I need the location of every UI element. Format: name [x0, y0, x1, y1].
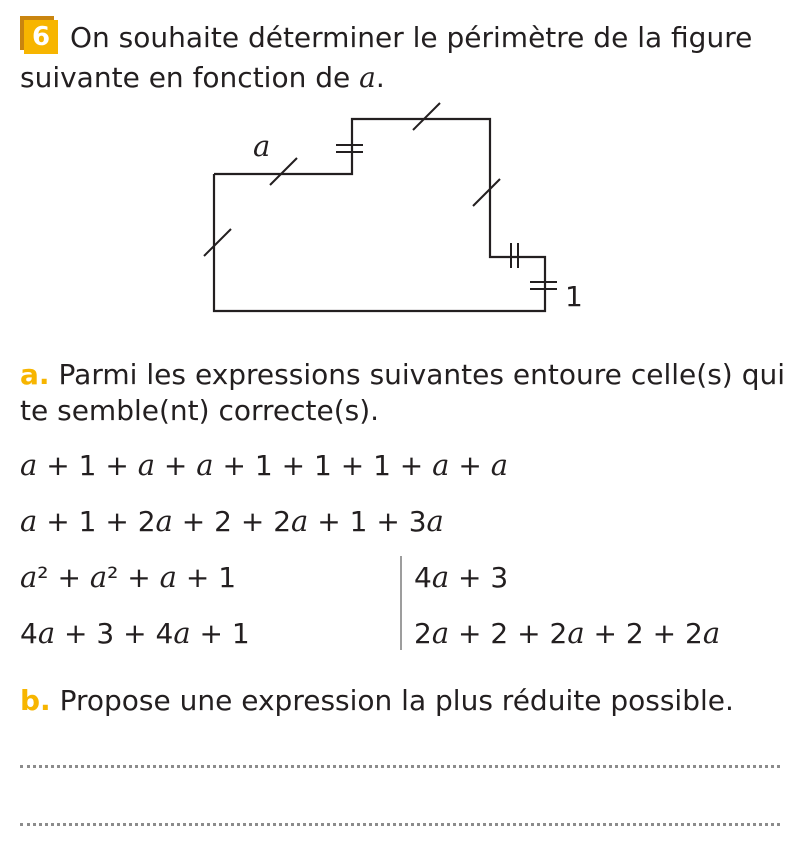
- figure-label-1: 1: [565, 280, 583, 313]
- expression-5[interactable]: 4a + 3: [414, 560, 509, 594]
- exercise-number: 6: [24, 20, 58, 54]
- part-b-text: Propose une expression la plus réduite possible.: [59, 684, 734, 717]
- statement-variable: a: [359, 61, 376, 94]
- part-a-label: a.: [20, 358, 50, 391]
- figure-label-a: a: [253, 129, 271, 163]
- tick-mark-right: [473, 179, 500, 206]
- expression-4[interactable]: 4a + 3 + 4a + 1: [20, 616, 250, 650]
- expression-1[interactable]: a + 1 + a + a + 1 + 1 + 1 + a + a: [20, 448, 509, 482]
- statement-text: On souhaite déterminer le périmètre de la figure suivante en fonction de: [20, 21, 753, 94]
- expression-2[interactable]: a + 1 + 2a + 2 + 2a + 1 + 3a: [20, 504, 444, 538]
- perimeter-figure: [0, 95, 803, 325]
- tick-mark-left: [204, 229, 231, 256]
- part-b-label: b.: [20, 684, 51, 717]
- expression-3[interactable]: a² + a² + a + 1: [20, 560, 237, 594]
- answer-line-1[interactable]: [20, 765, 780, 768]
- tick-mark-top-left: [270, 158, 297, 185]
- tick-mark-top: [413, 103, 440, 130]
- column-divider: [400, 556, 402, 650]
- part-a-text: Parmi les expressions suivantes entoure celle(s) qui te semble(nt) correcte(s).: [20, 358, 786, 427]
- part-b-question: [20, 683, 785, 719]
- answer-line-2[interactable]: [20, 823, 780, 826]
- expression-6[interactable]: 2a + 2 + 2a + 2 + 2a: [414, 616, 721, 650]
- part-a-question: [20, 357, 785, 429]
- exercise-statement: On souhaite déterminer le périmètre de la figure suivante en fonction de a.: [20, 21, 753, 94]
